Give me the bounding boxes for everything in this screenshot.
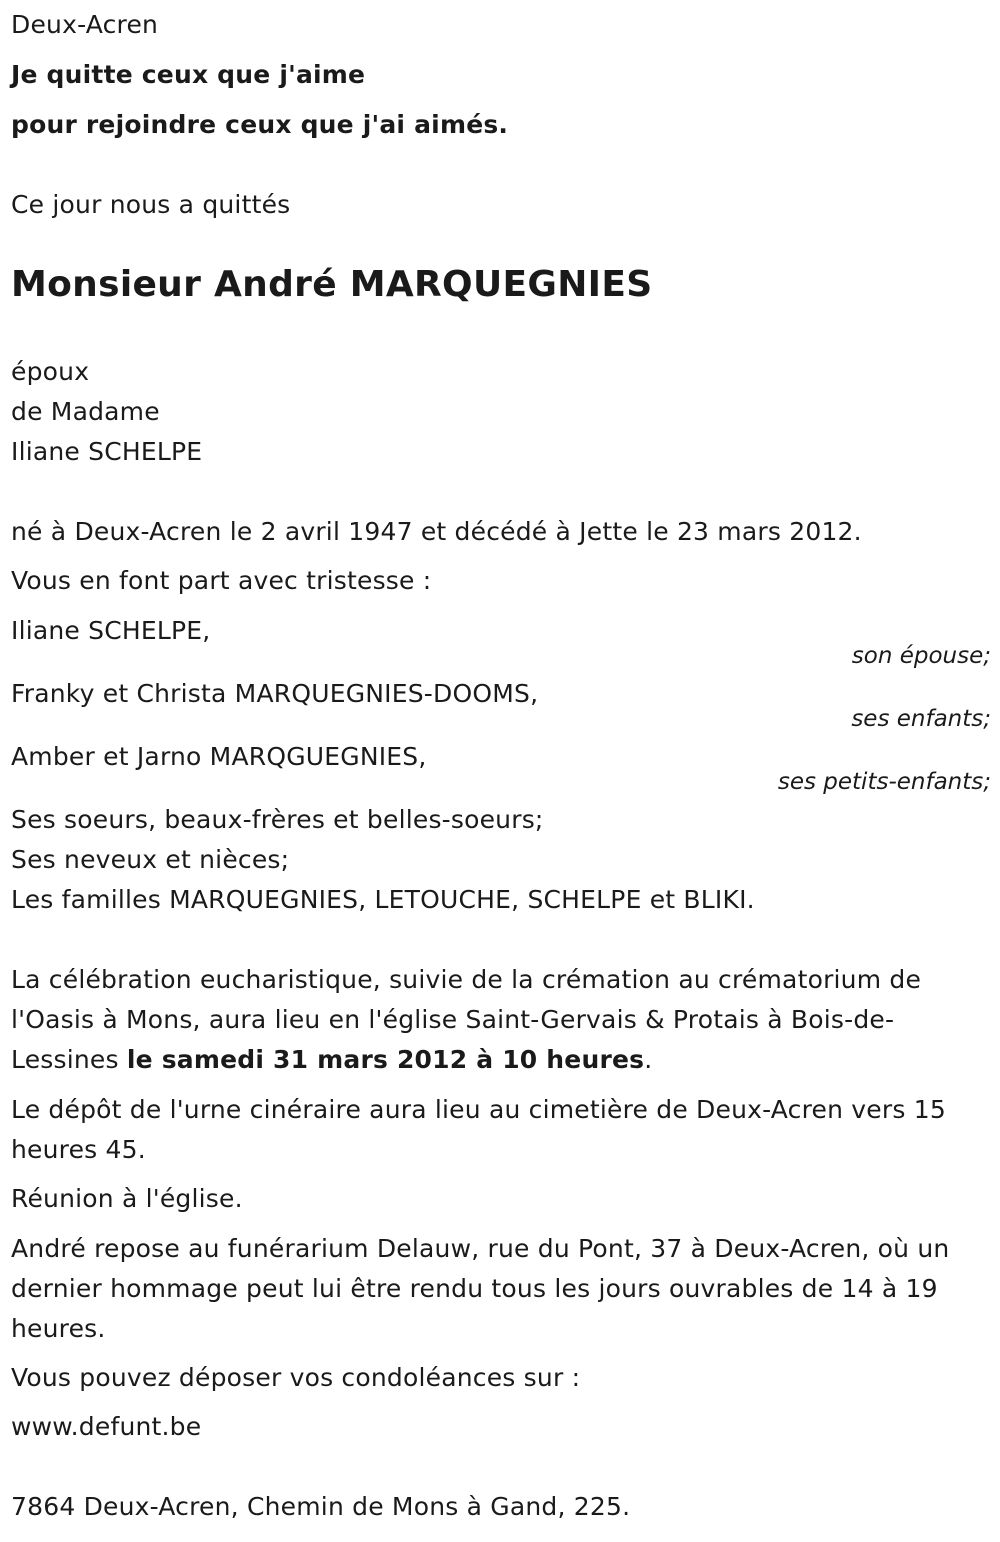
funerarium-line-1: André repose au funérarium Delauw, rue du Pont, 37 à Deux-Acren, où un — [11, 1234, 950, 1263]
quote-line-2: pour rejoindre ceux que j'ai aimés. — [11, 110, 509, 139]
family-member-names: Franky et Christa MARQUEGNIES-DOOMS, — [11, 679, 539, 708]
quote-line-1: Je quitte ceux que j'aime — [11, 60, 366, 89]
spouse-line-1: époux — [11, 357, 90, 386]
spouse-line-2: de Madame — [11, 397, 160, 426]
family-member-names: Amber et Jarno MARQGUEGNIES, — [11, 742, 427, 771]
address-line: 7864 Deux-Acren, Chemin de Mons à Gand, 225. — [11, 1492, 631, 1521]
ceremony-punct: . — [644, 1045, 653, 1074]
relatives-line: Les familles MARQUEGNIES, LETOUCHE, SCHELPE et BLIKI. — [11, 885, 755, 914]
deceased-name: Monsieur André MARQUEGNIES — [11, 264, 653, 305]
funerarium-line-3: heures. — [11, 1314, 106, 1343]
family-member-role: ses petits-enfants; — [777, 769, 991, 795]
family-member-names: Iliane SCHELPE, — [11, 616, 211, 645]
relatives-line: Ses soeurs, beaux-frères et belles-soeurs; — [11, 805, 544, 834]
urn-line-1: Le dépôt de l'urne cinéraire aura lieu au cimetière de Deux-Acren vers 15 — [11, 1095, 946, 1124]
reunion-text: Réunion à l'église. — [11, 1184, 243, 1213]
announcement-text: Vous en font part avec tristesse : — [11, 566, 432, 595]
birth-death-info: né à Deux-Acren le 2 avril 1947 et décédé à Jette le 23 mars 2012. — [11, 517, 862, 546]
ceremony-line-2: l'Oasis à Mons, aura lieu en l'église Saint-Gervais & Protais à Bois-de- — [11, 1005, 895, 1034]
location-header: Deux-Acren — [11, 10, 159, 39]
intro-text: Ce jour nous a quittés — [11, 190, 291, 219]
family-member-role: ses enfants; — [851, 706, 991, 732]
relatives-line: Ses neveux et nièces; — [11, 845, 290, 874]
urn-line-2: heures 45. — [11, 1135, 146, 1164]
condolences-website-link[interactable]: www.defunt.be — [11, 1412, 202, 1441]
family-member-role: son épouse; — [851, 643, 991, 669]
ceremony-line-1: La célébration eucharistique, suivie de la crémation au crématorium de — [11, 965, 922, 994]
ceremony-date: le samedi 31 mars 2012 à 10 heures — [126, 1045, 645, 1074]
spouse-line-3: Iliane SCHELPE — [11, 437, 203, 466]
ceremony-line-3 — [11, 1040, 652, 1080]
ceremony-place: Lessines — [11, 1045, 127, 1074]
condolences-text: Vous pouvez déposer vos condoléances sur : — [11, 1363, 581, 1392]
funerarium-line-2: dernier hommage peut lui être rendu tous les jours ouvrables de 14 à 19 — [11, 1274, 938, 1303]
